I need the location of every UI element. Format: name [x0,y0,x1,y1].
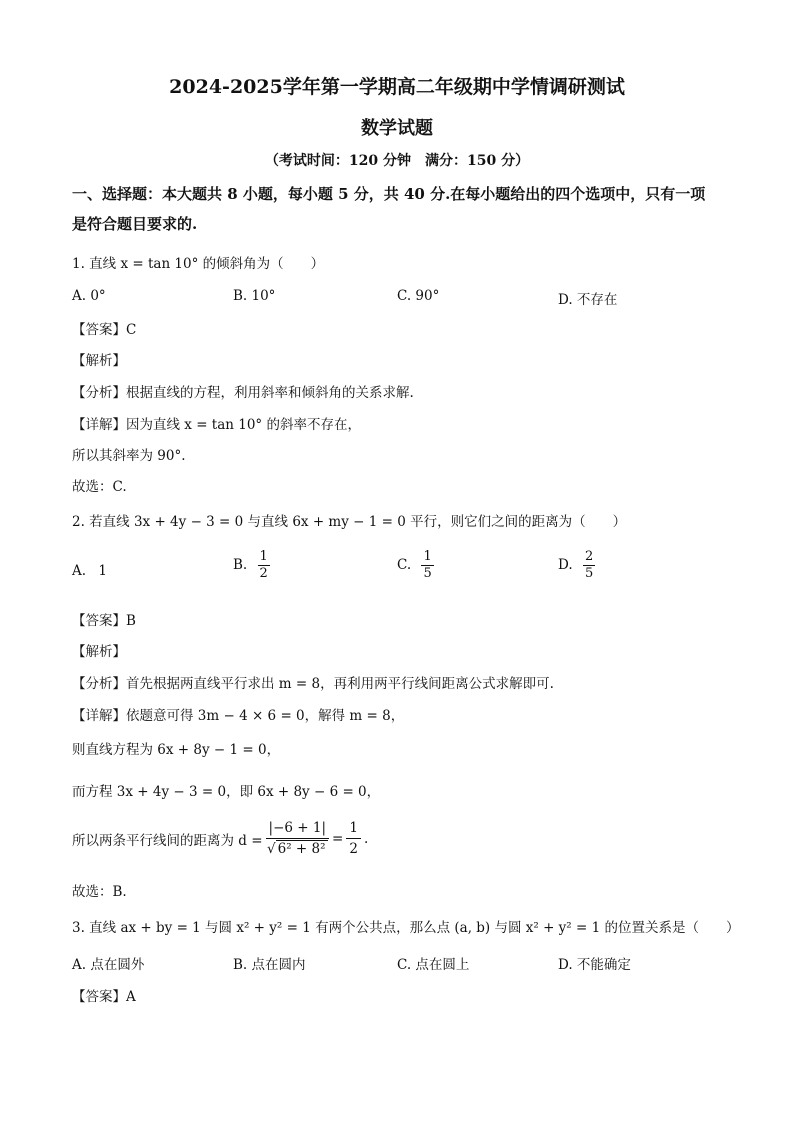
q2-option-b-num: 1 [259,549,268,564]
q2-option-c [397,549,434,582]
exam-title: 2024-2025学年第一学期高二年级期中学情调研测试 [169,76,625,98]
q2-option-a-letter: A. [72,563,87,579]
q2-analysis-label: 【解析】 [72,644,126,660]
q2-option-d-fraction [583,549,595,582]
q1-option-a: A. 0° [72,288,106,304]
q2-stem: 2. 若直线 3x + 4y − 3 = 0 与直线 6x + my − 1 = 0 平行，则它们之间的距离为（ ） [72,514,627,530]
q3-answer: 【答案】A [72,989,136,1005]
q2-result-fraction [346,818,361,859]
q1-xiangjie: 【详解】因为直线 x = tan 10° 的斜率不存在， [72,417,361,433]
q2-option-b-fraction [258,549,270,582]
q2-option-c-den: 5 [423,566,432,581]
q3-option-d: D. 不能确定 [558,957,631,973]
q2-option-d-letter: D. [558,557,573,573]
q1-fenxi: 【分析】根据直线的方程，利用斜率和倾斜角的关系求解. [72,385,414,401]
section-heading-line2: 是符合题目要求的. [72,215,198,233]
q2-xiangjie: 【详解】依题意可得 3m − 4 × 6 = 0，解得 m = 8， [72,708,405,724]
q3-option-b: B. 点在圆内 [233,957,306,973]
q2-distance-fraction [266,818,329,859]
q1-option-d: D. 不存在 [558,292,618,308]
q1-option-c: C. 90° [397,288,440,304]
q2-step3-eq: = [332,830,344,847]
q1-stem: 1. 直线 x = tan 10° 的倾斜角为（ ） [72,256,325,272]
section-heading-line1: 一、选择题：本大题共 8 小题，每小题 5 分，共 40 分.在每小题给出的四个选项中，只有一项 [72,185,706,203]
q2-result-num: 1 [346,818,361,839]
q2-result-den: 2 [349,841,358,857]
q2-option-d-den: 5 [584,566,594,581]
q2-distance-den: 6² + 8² [277,841,326,857]
q3-option-a: A. 点在圆外 [72,957,145,973]
q1-option-b: B. 10° [233,288,276,304]
q2-choice: 故选：B. [72,884,127,900]
q2-step3-prefix: 所以两条平行线间的距离为 d = [72,832,263,849]
q1-step1: 所以其斜率为 90°. [72,448,186,464]
q2-step2: 而方程 3x + 4y − 3 = 0，即 6x + 8y − 6 = 0， [72,784,381,800]
exam-subtitle: 数学试题 [361,118,433,139]
q2-step3-end: . [363,830,369,847]
q2-option-a-value: 1 [98,563,107,579]
q3-option-c: C. 点在圆上 [397,957,470,973]
q2-option-d [558,549,595,582]
q2-option-a [72,563,107,579]
q2-option-b [233,549,270,582]
q2-option-c-fraction [421,549,433,582]
q1-analysis-label: 【解析】 [72,353,126,369]
q1-choice: 故选：C. [72,479,127,495]
q2-answer: 【答案】B [72,613,136,629]
q2-distance-num: |−6 + 1| [266,818,329,839]
q2-option-b-den: 2 [259,566,268,581]
q3-stem: 3. 直线 ax + by = 1 与圆 x² + y² = 1 有两个公共点，那么点 (a, b) 与圆 x² + y² = 1 的位置关系是（ ） [72,920,740,936]
q2-step1: 则直线方程为 6x + 8y − 1 = 0， [72,742,281,758]
q2-distance-den-wrap: √ 6² + 8² [267,841,326,857]
q2-option-b-letter: B. [233,557,248,573]
q2-option-c-num: 1 [423,549,432,564]
q2-fenxi: 【分析】首先根据两直线平行求出 m = 8，再利用两平行线间距离公式求解即可. [72,676,554,692]
exam-info: （考试时间：120 分钟 满分：150 分） [264,153,530,169]
q2-step3 [72,818,368,859]
q1-answer: 【答案】C [72,322,137,338]
q2-option-c-letter: C. [397,557,412,573]
q2-option-d-num: 2 [584,549,594,564]
